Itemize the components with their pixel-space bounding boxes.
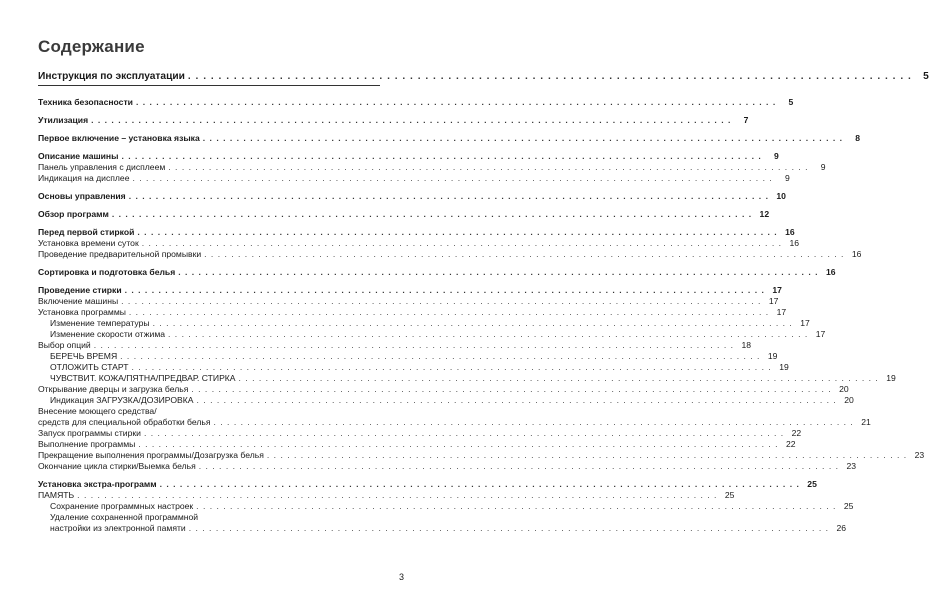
toc-entry-page: 17	[768, 296, 779, 306]
toc-entry-title: Первое включение – установка языка	[38, 133, 200, 143]
toc-leader	[132, 173, 772, 184]
toc-entry-title: Установка программы	[38, 307, 126, 317]
toc-entry[interactable]	[38, 191, 786, 202]
toc-entry-title: Удаление сохраненной программной	[50, 512, 199, 522]
toc-entry-title: Внесение моющего средства/	[38, 406, 157, 416]
toc-leader	[191, 384, 831, 395]
toc-entry[interactable]	[38, 351, 778, 362]
toc-leader	[178, 267, 818, 278]
toc-entry-title: ОТЛОЖИТЬ СТАРТ	[50, 362, 129, 372]
toc-leader	[199, 461, 839, 472]
toc-entry-title: Сортировка и подготовка белья	[38, 267, 176, 277]
toc-entry-title: Описание машины	[38, 151, 119, 161]
toc-entry[interactable]	[38, 296, 779, 307]
toc-entry[interactable]	[38, 115, 749, 126]
toc-entry[interactable]	[38, 285, 782, 296]
toc-entry-title: Прекращение выполнения программы/Дозагрузка белья	[38, 450, 264, 460]
toc-entry[interactable]	[38, 417, 871, 428]
toc-leader	[239, 373, 879, 384]
toc-leader	[203, 133, 843, 144]
toc-leader	[77, 490, 717, 501]
toc-entry[interactable]	[38, 450, 925, 461]
toc-entry-title: Изменение температуры	[50, 318, 150, 328]
toc-entry-title: Открывание дверцы и загрузка белья	[38, 384, 189, 394]
toc-entry-page: 19	[767, 351, 778, 361]
toc-entry-page: 5	[923, 71, 929, 82]
divider	[38, 85, 380, 86]
toc-entry-page: 20	[844, 395, 854, 405]
toc-leader	[129, 191, 769, 202]
page-number: 3	[398, 572, 404, 582]
toc-entry-page: 10	[776, 191, 786, 201]
toc-leader	[188, 70, 912, 83]
toc-leader	[125, 285, 765, 296]
toc-entry-page: 17	[815, 329, 826, 339]
toc-entry-page: 9	[784, 173, 790, 183]
toc-entry[interactable]	[38, 173, 790, 184]
toc-entry-title: Обзор программ	[38, 209, 109, 219]
toc-entry[interactable]	[38, 70, 929, 83]
toc-entry[interactable]	[38, 227, 795, 238]
toc-entry-page: 17	[776, 307, 787, 317]
toc-leader	[142, 238, 782, 249]
toc-entry[interactable]	[38, 461, 856, 472]
toc-entry-title: Утилизация	[38, 115, 89, 125]
toc-entry[interactable]	[38, 340, 751, 351]
toc-leader	[196, 501, 836, 512]
toc-entry[interactable]	[38, 384, 849, 395]
toc-entry-title: Проведение предварительной промывки	[38, 249, 202, 259]
toc-entry-page: 23	[846, 461, 856, 471]
toc-entry-title: Включение машины	[38, 296, 119, 306]
toc-entry-page: 26	[836, 523, 846, 533]
toc-entry-page: 16	[785, 227, 795, 237]
toc-entry-page: 16	[851, 249, 862, 259]
toc-entry-page: 22	[791, 428, 802, 438]
toc-entry-title: Инструкция по эксплуатации	[38, 71, 185, 82]
toc-leader	[153, 318, 793, 329]
toc-entry-page: 17	[800, 318, 810, 328]
toc-entry-page: 5	[788, 97, 794, 107]
toc-entry-title: Изменение скорости отжима	[50, 329, 166, 339]
toc-entry-page: 23	[914, 450, 925, 460]
toc-entry-page: 19	[886, 373, 896, 383]
toc-entry[interactable]	[38, 362, 789, 373]
toc-entry[interactable]	[38, 501, 854, 512]
toc-entry[interactable]	[38, 395, 854, 406]
toc-leader	[214, 417, 854, 428]
page-title: Содержание	[38, 37, 145, 56]
toc-leader	[168, 329, 808, 340]
toc-entry-page: 19	[779, 362, 789, 372]
toc-entry-page: 16	[789, 238, 799, 248]
toc-entry[interactable]	[38, 209, 770, 220]
toc-entry-title: Окончание цикла стирки/Выемка белья	[38, 461, 196, 471]
toc-entry-page: 25	[843, 501, 854, 511]
toc-leader	[197, 395, 837, 406]
toc-entry-title: Проведение стирки	[38, 285, 122, 295]
toc-entry-title: Сохранение программных настроек	[50, 501, 194, 511]
toc-entry[interactable]	[38, 97, 794, 108]
toc-entry-title: Техника безопасности	[38, 97, 133, 107]
toc-entry-title: Перед первой стиркой	[38, 227, 135, 237]
toc-entry-title: Основы управления	[38, 191, 126, 201]
toc-entry-page: 8	[855, 133, 861, 143]
toc-entry[interactable]	[38, 329, 826, 340]
toc-entry-page: 18	[741, 340, 751, 350]
toc-leader	[189, 523, 829, 534]
toc-leader	[91, 115, 731, 126]
toc-entry-page: 20	[839, 384, 849, 394]
toc-entry-page: 9	[773, 151, 779, 161]
toc-entry-title: БЕРЕЧЬ ВРЕМЯ	[50, 351, 118, 361]
toc-entry-title: Индикация ЗАГРУЗКА/ДОЗИРОВКА	[50, 395, 194, 405]
toc-entry[interactable]	[38, 406, 380, 417]
toc-leader	[168, 162, 808, 173]
toc-entry-page: 7	[743, 115, 749, 125]
toc-entry[interactable]	[38, 307, 787, 318]
toc-entry[interactable]	[38, 490, 735, 501]
toc-entry[interactable]	[38, 512, 380, 523]
toc-leader	[267, 450, 907, 461]
toc-entry[interactable]	[38, 133, 861, 144]
toc-entry-page: 25	[807, 479, 817, 489]
toc-entry[interactable]	[38, 267, 836, 278]
toc-entry-title: Установка экстра-программ	[38, 479, 157, 489]
toc-entry[interactable]	[38, 373, 896, 384]
toc-entry-title: средств для специальной обработки белья	[38, 417, 211, 427]
toc-entry[interactable]	[38, 439, 796, 450]
toc-leader	[137, 227, 777, 238]
toc-leader	[204, 249, 844, 260]
toc-entry-title: Панель управления с дисплеем	[38, 162, 166, 172]
toc-entry-page: 22	[786, 439, 796, 449]
toc-entry-page: 25	[724, 490, 735, 500]
toc-leader	[160, 479, 800, 490]
toc-leader	[121, 151, 761, 162]
toc-entry-page: 12	[759, 209, 770, 219]
toc-entry-page: 16	[825, 267, 836, 277]
toc-entry[interactable]	[38, 151, 779, 162]
toc-leader	[112, 209, 752, 220]
toc-entry[interactable]	[38, 318, 810, 329]
table-of-contents	[38, 70, 929, 534]
toc-leader	[138, 439, 778, 450]
toc-entry-title: Выбор опций	[38, 340, 91, 350]
toc-entry-title: ПАМЯТЬ	[38, 490, 75, 500]
toc-entry[interactable]	[38, 162, 826, 173]
toc-leader	[121, 296, 761, 307]
toc-entry-page: 21	[861, 417, 871, 427]
toc-leader	[144, 428, 784, 439]
toc-entry[interactable]	[38, 428, 802, 439]
toc-leader	[120, 351, 760, 362]
toc-entry-page: 9	[820, 162, 826, 172]
toc-entry-title: Выполнение программы	[38, 439, 136, 449]
toc-entry-title: ЧУВСТВИТ. КОЖА/ПЯТНА/ПРЕДВАР. СТИРКА	[50, 373, 236, 383]
toc-entry[interactable]	[38, 249, 862, 260]
toc-leader	[129, 307, 769, 318]
toc-leader	[131, 362, 771, 373]
toc-entry-title: настройки из электронной памяти	[50, 523, 186, 533]
toc-entry-title: Установка времени суток	[38, 238, 139, 248]
toc-entry[interactable]	[38, 523, 846, 534]
toc-entry-page: 17	[772, 285, 782, 295]
toc-entry[interactable]	[38, 479, 817, 490]
toc-entry-title: Индикация на дисплее	[38, 173, 130, 183]
toc-entry-title: Запуск программы стирки	[38, 428, 141, 438]
toc-leader	[136, 97, 776, 108]
toc-leader	[94, 340, 734, 351]
toc-entry[interactable]	[38, 238, 799, 249]
